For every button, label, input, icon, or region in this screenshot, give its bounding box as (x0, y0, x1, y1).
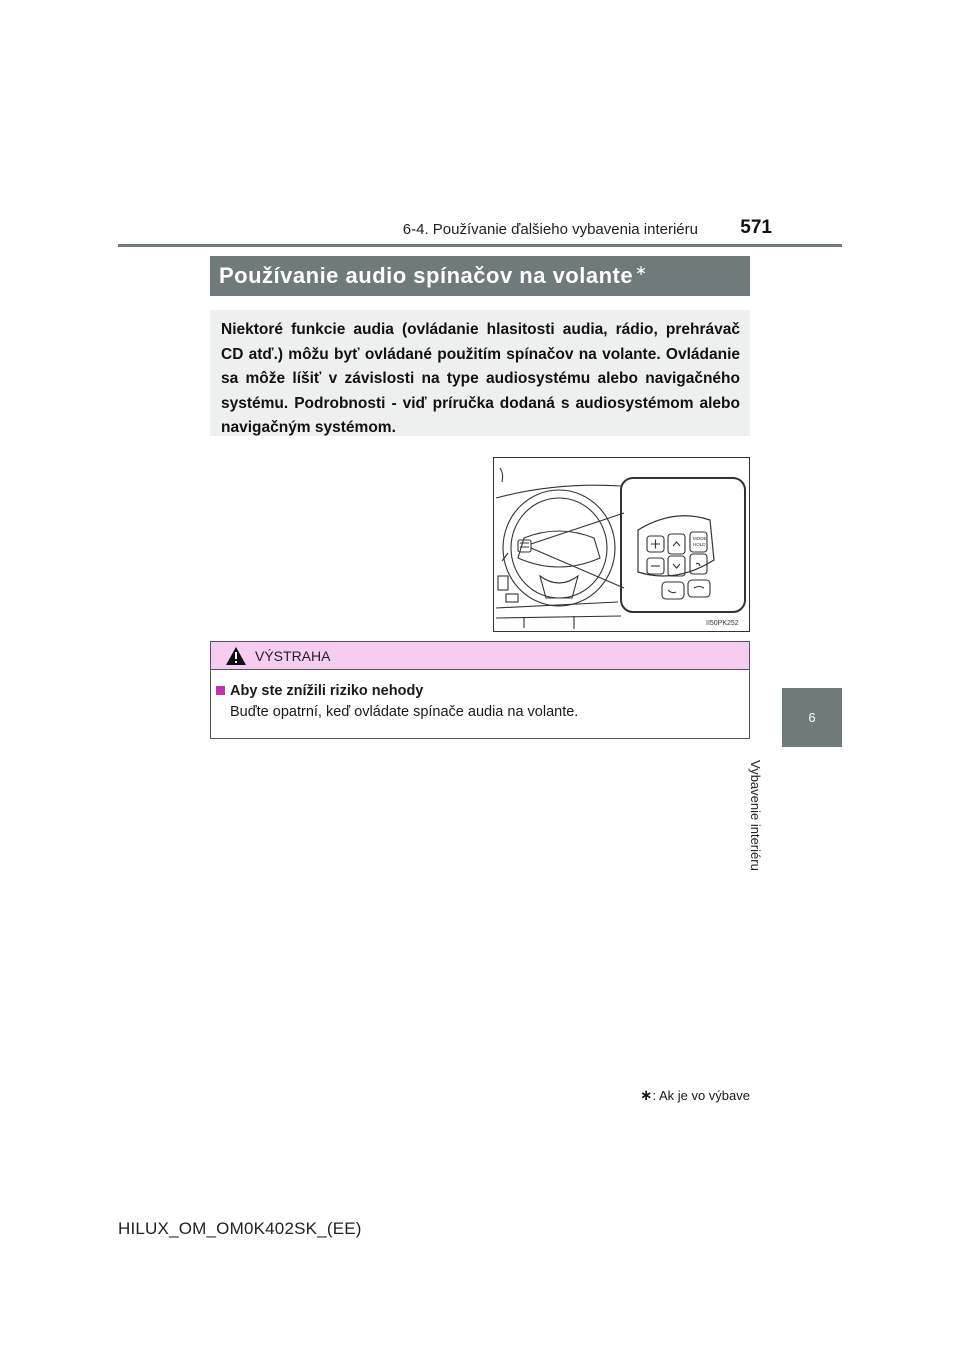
warning-heading: Aby ste znížili riziko nehody (230, 683, 424, 699)
svg-text:HOLD: HOLD (693, 542, 706, 547)
warning-body (211, 670, 749, 723)
chapter-label-container (748, 760, 826, 900)
footnote-marker: ∗ (639, 1087, 653, 1104)
warning-text: Buďte opatrní, keď ovládate spínače audia na volante. (230, 704, 579, 720)
section-heading-text: Používanie audio spínačov na volante (219, 263, 634, 288)
chapter-number: 6 (808, 710, 816, 725)
intro-box (210, 310, 750, 436)
intro-text: Niektoré funkcie audia (ovládanie hlasitosti audia, rádio, prehrávač CD atď.) môžu byť ovládané použitím spínačov na volante. Ovládanie sa môže líšiť v závislosti na type audiosystému alebo navigačného systému. Podrobnosti - viď príručka dodaná s audiosystémom alebo navigačným systémom. (221, 321, 740, 436)
page-number: 571 (740, 217, 772, 238)
bullet-square-icon (216, 686, 225, 695)
steering-wheel-illustration (493, 457, 750, 632)
warning-box (210, 641, 750, 739)
optional-marker: ∗ (635, 261, 648, 278)
mode-hold-icon: MODE (693, 536, 707, 541)
chapter-tab (782, 688, 842, 747)
warning-header (211, 642, 749, 670)
header-divider (118, 244, 842, 247)
steering-wheel-icon (494, 458, 749, 631)
section-heading (210, 256, 750, 296)
section-title: 6-4. Používanie ďalšieho vybavenia interiéru (402, 221, 698, 238)
warning-triangle-icon (225, 646, 247, 666)
document-id: HILUX_OM_OM0K402SK_(EE) (118, 1219, 362, 1238)
illustration-code: II50PK252 (706, 620, 739, 627)
footnote (600, 1086, 750, 1104)
warning-title: VÝSTRAHA (255, 647, 331, 664)
chapter-label: Vybavenie interiéru (748, 760, 764, 871)
footnote-text: : Ak je vo výbave (652, 1088, 750, 1103)
